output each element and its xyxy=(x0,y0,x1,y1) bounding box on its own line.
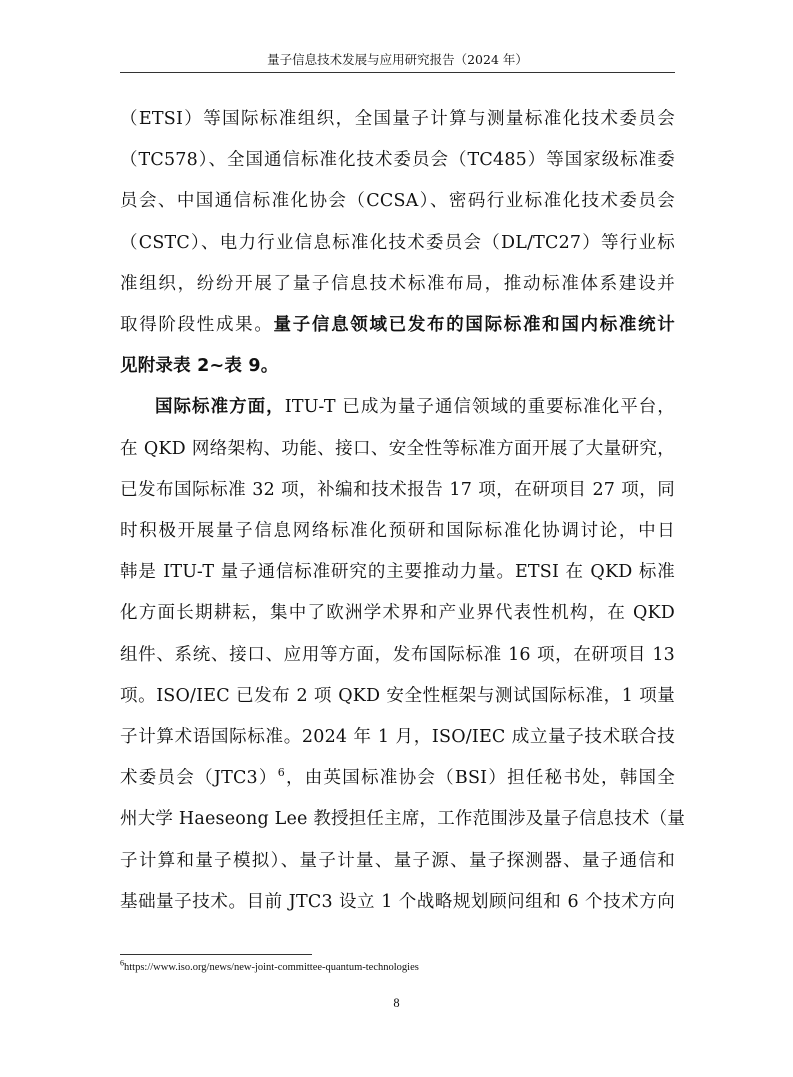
text-line: 在 QKD 网络架构、功能、接口、安全性等标准方面开展了大量研究， xyxy=(120,438,675,459)
text-line: 时积极开展量子信息网络标准化预研和国际标准化协调讨论，中日 xyxy=(120,521,675,542)
text-line: 子计算和量子模拟）、量子计量、量子源、量子探测器、量子通信和 xyxy=(120,850,675,871)
text-line: 基础量子技术。目前 JTC3 设立 1 个战略规划顾问组和 6 个技术方向 xyxy=(120,891,675,912)
paragraph-standards-organizations xyxy=(120,99,675,387)
header-divider xyxy=(120,72,675,73)
text-line: 项。ISO/IEC 已发布 2 项 QKD 安全性框架与测试国际标准，1 项量 xyxy=(120,685,675,706)
text-line: （TC578）、全国通信标准化技术委员会（TC485）等国家级标准委 xyxy=(120,150,675,171)
text-line: 州大学 Haeseong Lee 教授担任主席，工作范围涉及量子信息技术（量 xyxy=(120,809,686,830)
bold-text-line: 见附录表 2~表 9。 xyxy=(120,356,279,377)
text-segment: ITU-T 已成为量子通信领域的重要标准化平台， xyxy=(284,397,675,418)
text-line xyxy=(120,387,675,428)
text-line: 组件、系统、接口、应用等方面，发布国际标准 16 项，在研项目 13 xyxy=(120,644,675,665)
text-segment: ，由英国标准协会（BSI）担任秘书处，韩国全 xyxy=(284,768,675,789)
text-line: （CSTC）、电力行业信息标准化技术委员会（DL/TC27）等行业标 xyxy=(120,232,675,253)
page-number: 8 xyxy=(393,996,400,1010)
footnote xyxy=(120,960,419,976)
text-line: 化方面长期耕耘，集中了欧洲学术界和产业界代表性机构，在 QKD xyxy=(120,603,675,624)
running-header: 量子信息技术发展与应用研究报告（2024 年） xyxy=(267,52,528,67)
text-line: 已发布国际标准 32 项，补编和技术报告 17 项，在研项目 27 项，同 xyxy=(120,479,675,500)
text-line: （ETSI）等国际标准组织，全国量子计算与测量标准化技术委员会 xyxy=(120,109,675,129)
text-line: 员会、中国通信标准化协会（CCSA）、密码行业标准化技术委员会 xyxy=(120,191,675,212)
text-line: 子计算术语国际标准。2024 年 1 月，ISO/IEC 成立量子技术联合技 xyxy=(120,727,675,748)
footnote-url[interactable]: https://www.iso.org/news/new-joint-committee-quantum-technologies xyxy=(124,962,419,973)
text-line xyxy=(120,305,675,346)
footnote-reference[interactable]: 6 xyxy=(277,766,285,780)
text-segment: 术委员会（JTC3） xyxy=(120,768,278,789)
bold-text: 量子信息领域已发布的国际标准和国内标准统计 xyxy=(273,315,675,336)
footnote-divider xyxy=(120,954,312,955)
footnote-marker: 6 xyxy=(120,958,124,968)
text-line xyxy=(120,758,675,799)
bold-lead-text: 国际标准方面， xyxy=(155,397,285,418)
document-body xyxy=(120,99,686,923)
text-line: 准组织，纷纷开展了量子信息技术标准布局，推动标准体系建设并 xyxy=(120,273,675,294)
paragraph-international-standards xyxy=(120,387,686,923)
text-segment: 取得阶段性成果。 xyxy=(120,315,274,336)
text-line: 韩是 ITU-T 量子通信标准研究的主要推动力量。ETSI 在 QKD 标准 xyxy=(120,562,675,583)
